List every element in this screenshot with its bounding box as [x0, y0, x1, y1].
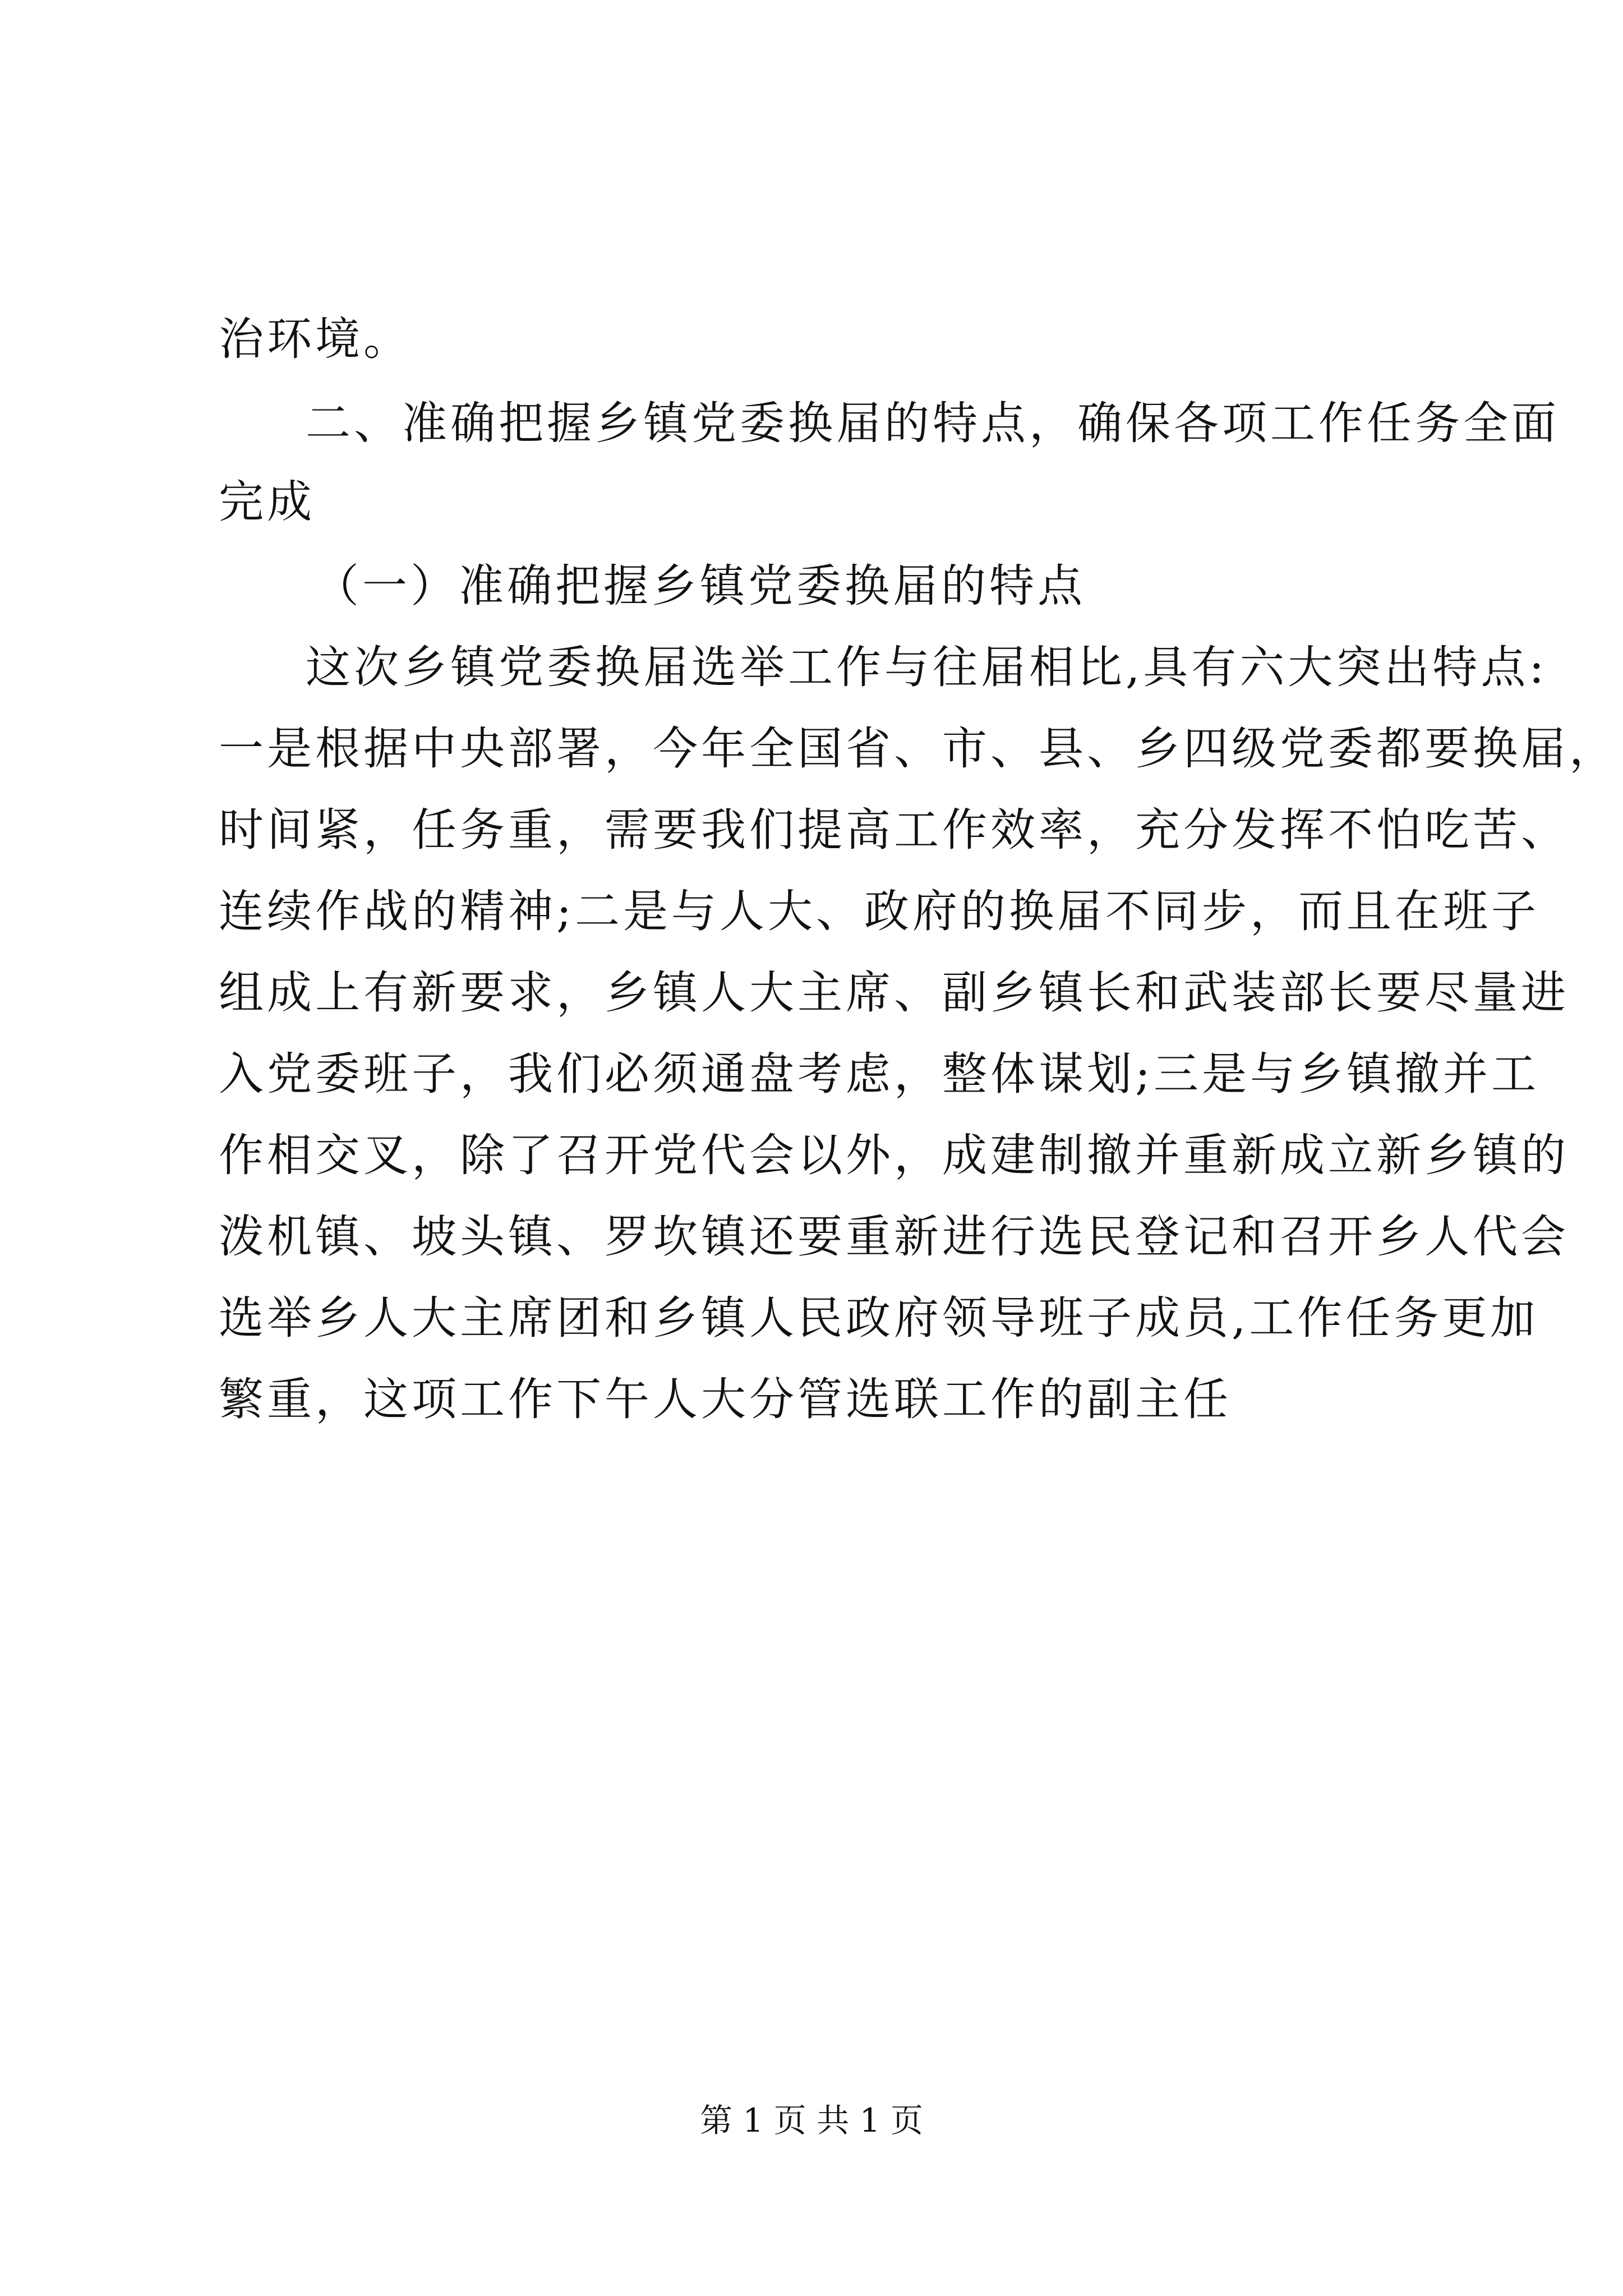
paragraph-line-10: 繁重，这项工作下午人大分管选联工作的副主任	[219, 1373, 1232, 1425]
paragraph-line-8: 泼机镇、坡头镇、罗坎镇还要重新进行选民登记和召开乡人代会	[219, 1211, 1569, 1263]
paragraph-line-1: 这次乡镇党委换届选举工作与往届相比,具有六大突出特点:	[306, 641, 1548, 693]
paragraph-line-9: 选举乡人大主席团和乡镇人民政府领导班子成员,工作任务更加	[219, 1292, 1539, 1344]
text-line-1: 治环境。	[219, 313, 412, 365]
paragraph-line-3: 时间紧，任务重，需要我们提高工作效率，充分发挥不怕吃苦、	[219, 804, 1569, 856]
section-heading-line-1: 二、准确把握乡镇党委换届的特点，确保各项工作任务全面	[306, 397, 1560, 449]
paragraph-line-2: 一是根据中央部署，今年全国省、市、县、乡四级党委都要换届，	[219, 723, 1617, 775]
paragraph-line-7: 作相交叉，除了召开党代会以外，成建制撤并重新成立新乡镇的	[219, 1129, 1569, 1181]
page-number-footer: 第 1 页 共 1 页	[700, 2101, 923, 2139]
paragraph-line-6: 入党委班子，我们必须通盘考虑，整体谋划;三是与乡镇撤并工	[219, 1048, 1539, 1100]
paragraph-line-4: 连续作战的精神;二是与人大、政府的换届不同步，而且在班子	[219, 885, 1539, 937]
subsection-heading: （一）准确把握乡镇党委换届的特点	[314, 560, 1086, 612]
section-heading-line-2: 完成	[219, 476, 315, 528]
paragraph-line-5: 组成上有新要求，乡镇人大主席、副乡镇长和武装部长要尽量进	[219, 967, 1569, 1019]
